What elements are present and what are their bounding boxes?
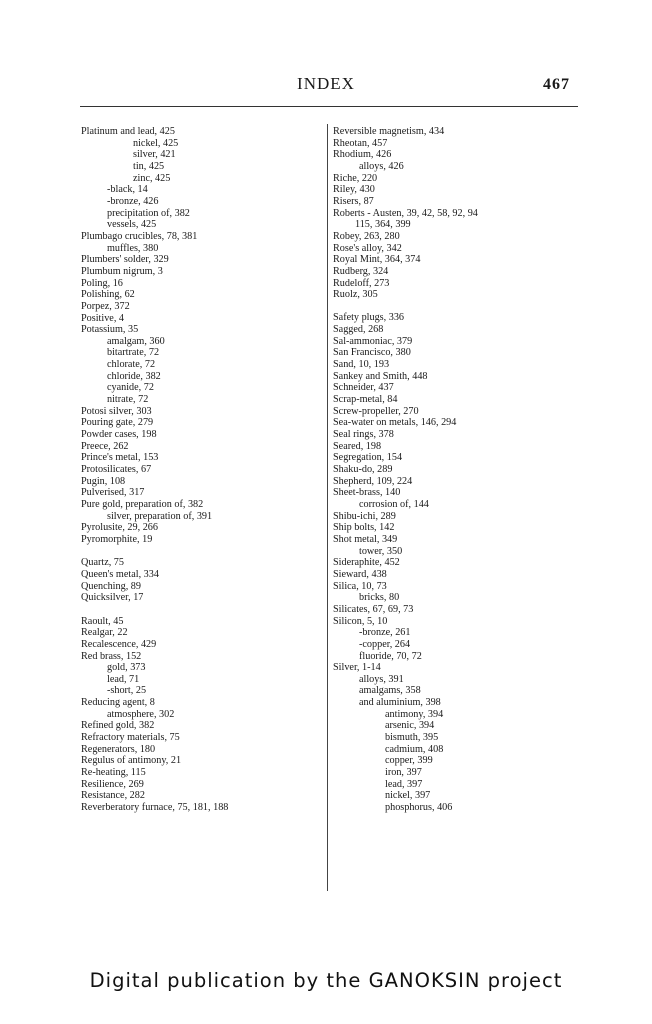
index-entry: Shaku-do, 289 xyxy=(333,464,393,476)
index-entry: Schneider, 437 xyxy=(333,382,394,394)
index-entry: Seared, 198 xyxy=(333,440,382,452)
index-entry: Red brass, 152 xyxy=(81,650,142,662)
index-subentry: copper, 399 xyxy=(385,755,433,767)
index-entry: Robey, 263, 280 xyxy=(333,230,400,242)
index-subentry: nickel, 425 xyxy=(133,137,179,149)
index-section-gap xyxy=(81,546,325,558)
index-entry: Segregation, 154 xyxy=(333,452,403,464)
index-entry: Sheet-brass, 140 xyxy=(333,487,401,499)
index-subentry: lead, 397 xyxy=(385,778,423,790)
index-subentry: alloys, 391 xyxy=(359,673,404,685)
index-entry: Pyromorphite, 19 xyxy=(81,533,153,545)
index-subentry: -bronze, 261 xyxy=(359,627,411,639)
index-subentry: nitrate, 72 xyxy=(107,394,149,406)
index-subentry: bricks, 80 xyxy=(359,592,400,604)
index-entry: Shepherd, 109, 224 xyxy=(333,475,413,487)
index-entry: Regenerators, 180 xyxy=(81,743,156,755)
index-entry: Preece, 262 xyxy=(81,440,129,452)
index-entry: Riley, 430 xyxy=(333,184,375,196)
index-subentry: bitartrate, 72 xyxy=(107,347,160,359)
index-entry: Raoult, 45 xyxy=(81,615,124,627)
index-subentry: iron, 397 xyxy=(385,767,422,779)
index-subentry: silver, preparation of, 391 xyxy=(107,510,213,522)
index-entry: 115, 364, 399 xyxy=(355,219,411,231)
index-entry: Sea-water on metals, 146, 294 xyxy=(333,417,457,429)
index-entry: Reverberatory furnace, 75, 181, 188 xyxy=(81,802,229,814)
index-subentry: -black, 14 xyxy=(107,184,148,196)
index-subentry: chloride, 382 xyxy=(107,370,161,382)
index-entry: Resistance, 282 xyxy=(81,790,145,802)
index-entry: Safety plugs, 336 xyxy=(333,312,405,324)
index-entry: Plumbago crucibles, 78, 381 xyxy=(81,230,198,242)
index-subentry: lead, 71 xyxy=(107,673,140,685)
index-entry: Refractory materials, 75 xyxy=(81,732,180,744)
index-subentry: cyanide, 72 xyxy=(107,382,154,394)
index-subentry: gold, 373 xyxy=(107,662,146,674)
index-subentry: zinc, 425 xyxy=(133,172,171,184)
index-entry: Sideraphite, 452 xyxy=(333,557,400,569)
index-subentry: silver, 421 xyxy=(133,149,176,161)
index-subentry: atmosphere, 302 xyxy=(107,708,175,720)
index-entry: Pulverised, 317 xyxy=(81,487,145,499)
index-entry: Sand, 10, 193 xyxy=(333,359,390,371)
index-entry: Silver, 1-14 xyxy=(333,662,381,674)
index-entry: Seal rings, 378 xyxy=(333,429,394,441)
page-title: INDEX xyxy=(297,74,355,93)
index-entry: Potosi silver, 303 xyxy=(81,405,152,417)
index-subentry: -short, 25 xyxy=(107,685,147,697)
index-entry: Silicates, 67, 69, 73 xyxy=(333,603,414,615)
index-subentry: phosphorus, 406 xyxy=(385,802,453,814)
index-subentry: vessels, 425 xyxy=(107,219,157,231)
index-subentry: tower, 350 xyxy=(359,545,403,557)
index-entry: Ruolz, 305 xyxy=(333,289,378,301)
index-entry: Riche, 220 xyxy=(333,172,378,184)
index-entry: Prince's metal, 153 xyxy=(81,452,159,464)
index-entry: Rheotan, 457 xyxy=(333,137,388,149)
index-entry: Poling, 16 xyxy=(81,277,123,289)
page-number: 467 xyxy=(543,76,570,93)
index-entry: Recalescence, 429 xyxy=(81,638,157,650)
index-entry: Sieward, 438 xyxy=(333,568,387,580)
index-entry: Platinum and lead, 425 xyxy=(81,126,175,137)
index-entry: Regulus of antimony, 21 xyxy=(81,755,182,767)
index-entry: Plumbers' solder, 329 xyxy=(81,254,169,266)
index-entry: Refined gold, 382 xyxy=(81,720,155,732)
index-subentry: fluoride, 70, 72 xyxy=(359,650,422,662)
index-subentry: tin, 425 xyxy=(133,160,165,172)
index-entry: Pyrolusite, 29, 266 xyxy=(81,522,158,534)
index-entry: Rose's alloy, 342 xyxy=(333,242,402,254)
index-subentry: amalgam, 360 xyxy=(107,335,165,347)
index-entry: Pure gold, preparation of, 382 xyxy=(81,499,204,510)
index-entry: Sal-ammoniac, 379 xyxy=(333,335,413,347)
index-subentry: antimony, 394 xyxy=(385,708,444,720)
index-entry: Powder cases, 198 xyxy=(81,429,157,441)
index-entry: Screw-propeller, 270 xyxy=(333,405,419,417)
index-entry: Polishing, 62 xyxy=(81,289,135,301)
index-entry: Shibu-ichi, 289 xyxy=(333,510,396,522)
index-section-gap xyxy=(333,301,583,313)
index-entry: Rudberg, 324 xyxy=(333,265,389,277)
index-entry: Ship bolts, 142 xyxy=(333,522,395,534)
footer-credit: Digital publication by the GANOKSIN project xyxy=(89,969,563,992)
index-subentry: bismuth, 395 xyxy=(385,732,439,744)
index-entry: Potassium, 35 xyxy=(81,324,139,336)
index-entry: Scrap-metal, 84 xyxy=(333,394,398,406)
index-entry: Protosilicates, 67 xyxy=(81,464,152,476)
index-subentry: cadmium, 408 xyxy=(385,743,444,755)
index-entry: Quicksilver, 17 xyxy=(81,592,144,604)
index-subentry: nickel, 397 xyxy=(385,790,431,802)
index-subentry: arsenic, 394 xyxy=(385,720,435,732)
index-entry: Silicon, 5, 10 xyxy=(333,615,388,627)
index-column-left xyxy=(81,126,325,814)
index-subentry: and aluminium, 398 xyxy=(359,697,441,709)
index-entry: Risers, 87 xyxy=(333,195,374,207)
index-entry: Realgar, 22 xyxy=(81,627,128,639)
index-subentry: chlorate, 72 xyxy=(107,359,156,371)
header-rule xyxy=(80,106,578,107)
index-subentry: corrosion of, 144 xyxy=(359,498,429,510)
index-entry: Plumbum nigrum, 3 xyxy=(81,265,163,277)
index-subentry: alloys, 426 xyxy=(359,160,404,172)
index-column-right xyxy=(333,126,583,814)
index-entry: Royal Mint, 364, 374 xyxy=(333,254,421,266)
index-entry: Sankey and Smith, 448 xyxy=(333,370,428,382)
index-entry: Roberts - Austen, 39, 42, 58, 92, 94 xyxy=(333,207,478,219)
index-entry: Quartz, 75 xyxy=(81,557,124,569)
index-entry: Pugin, 108 xyxy=(81,475,126,487)
index-subentry: amalgams, 358 xyxy=(359,685,421,697)
index-entry: Rudeloff, 273 xyxy=(333,277,390,289)
column-divider xyxy=(327,124,328,891)
index-entry: Porpez, 372 xyxy=(81,300,130,312)
index-entry: Shot metal, 349 xyxy=(333,533,398,545)
index-subentry: -copper, 264 xyxy=(359,638,411,650)
index-subentry: -bronze, 426 xyxy=(107,195,159,207)
index-entry: Reducing agent, 8 xyxy=(81,697,155,709)
index-entry: Pouring gate, 279 xyxy=(81,417,154,429)
index-entry: Rhodium, 426 xyxy=(333,149,392,161)
index-entry: San Francisco, 380 xyxy=(333,347,411,359)
index-subentry: precipitation of, 382 xyxy=(107,207,190,219)
index-entry: Sagged, 268 xyxy=(333,324,384,336)
index-entry: Positive, 4 xyxy=(81,312,125,324)
index-entry: Quenching, 89 xyxy=(81,580,141,592)
index-subentry: muffles, 380 xyxy=(107,242,159,254)
index-section-gap xyxy=(81,604,325,616)
index-entry: Reversible magnetism, 434 xyxy=(333,126,445,137)
index-entry: Re-heating, 115 xyxy=(81,767,146,779)
index-entry: Resilience, 269 xyxy=(81,778,144,790)
index-entry: Silica, 10, 73 xyxy=(333,580,387,592)
index-entry: Queen's metal, 334 xyxy=(81,568,159,580)
